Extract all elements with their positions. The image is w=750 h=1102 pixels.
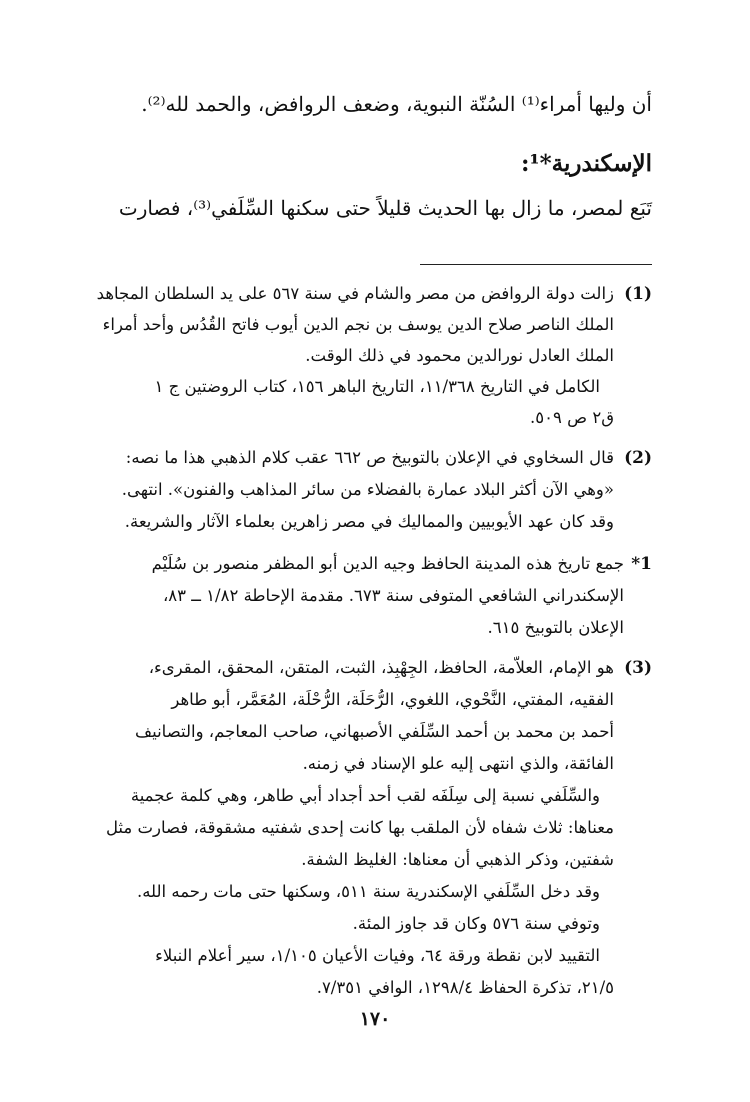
footnote-line: زالت دولة الروافض من مصر والشام في سنة ٥٦٧ على يد السلطان المجاهد	[96, 284, 614, 303]
footnote-line: شفتين، وذكر الذهبي أن معناها: الغليظ الشفة.	[301, 850, 614, 869]
footnote-marker: (2)	[624, 448, 652, 468]
footnote-line: وقد دخل السِّلَفي الإسكندرية سنة ٥١١، وسكنها حتى مات رحمه الله.	[136, 882, 600, 901]
footnote-line: التقييد لابن نقطة ورقة ٦٤، وفيات الأعيان ١/١٠٥، سير أعلام النبلاء	[155, 946, 600, 965]
footnote-line: الإسكندراني الشافعي المتوفى سنة ٦٧٣. مقدمة الإحاطة ١/٨٢ ــ ٨٣،	[162, 586, 624, 605]
footnote-line: الفقيه، المفتي، النَّحْوي، اللغوي، الرُّحَلَة، الرُّحْلَة، المُعَمَّر، أبو طاهر	[171, 690, 614, 709]
footnote-marker: (3)	[624, 658, 652, 678]
footnote-line: وتوفي سنة ٥٧٦ وكان قد جاوز المئة.	[352, 914, 600, 933]
footnote-marker: (1)	[624, 284, 652, 304]
footnote-line: الملك العادل نورالدين محمود في ذلك الوقت.	[305, 346, 614, 365]
footnote-line: هو الإمام، العلاّمة، الحافظ، الجِهْبِذ، الثبت، المتقن، المحقق، المقرىء،	[148, 658, 614, 677]
page-number: ١٧٠	[359, 1008, 391, 1030]
footnote-line: «وهي الآن أكثر البلاد عمارة بالفضلاء من سائر المذاهب والفنون». انتهى.	[121, 480, 614, 499]
footnote-line: أحمد بن محمد بن أحمد السِّلَفي الأصبهاني، صاحب المعاجم، والتصانيف	[135, 722, 614, 741]
footnote-line: الملك الناصر صلاح الدين يوسف بن نجم الدين أيوب فاتح القُدُس وأحد أمراء	[102, 315, 614, 334]
footnote-line: الفائقة، والذي انتهى إليه علو الإسناد في زمنه.	[302, 754, 614, 773]
footnote-line: معناها: ثلاث شفاه لأن الملقب بها كانت إحدى شفتيه مشقوقة، فصارت مثل	[105, 818, 614, 837]
footnote-line: قال السخاوي في الإعلان بالتوبيخ ص ٦٦٢ عقب كلام الذهبي هذا ما نصه:	[125, 448, 614, 467]
footnote-line: الكامل في التاريخ ١١/٣٦٨، التاريخ الباهر ١٥٦، كتاب الروضتين ج ١	[154, 377, 600, 396]
footnote-line: وقد كان عهد الأيوبيين والمماليك في مصر زاهرين بعلماء الآثار والشريعة.	[124, 512, 614, 531]
footnote-line: جمع تاريخ هذه المدينة الحافظ وجيه الدين أبو المظفر منصور بن سُلَيْم	[151, 554, 624, 573]
footnote-line: الإعلان بالتوبيخ ٦١٥.	[487, 618, 624, 637]
body-line: أن وليها أمراء⁽¹⁾ السُنّة النبوية، وضعف الروافض، والحمد لله⁽²⁾.	[141, 92, 652, 116]
body-line: تَبَع لمصر، ما زال بها الحديث قليلاً حتى سكنها السِّلَفي⁽³⁾، فصارت	[118, 196, 652, 220]
footnote-line: ق٢ ص ٥٠٩.	[530, 408, 614, 427]
footnote-line: ٢١/٥، تذكرة الحفاظ ١٢٩٨/٤، الوافي ٧/٣٥١.	[316, 978, 614, 997]
footnote-marker: *1	[631, 554, 652, 574]
footnote-line: والسِّلَفي نسبة إلى سِلَفَه لقب أحد أجداد أبي طاهر، وهي كلمة عجمية	[130, 786, 600, 805]
section-heading: الإسكندرية*¹:	[521, 150, 652, 177]
footnote-separator	[420, 264, 652, 265]
